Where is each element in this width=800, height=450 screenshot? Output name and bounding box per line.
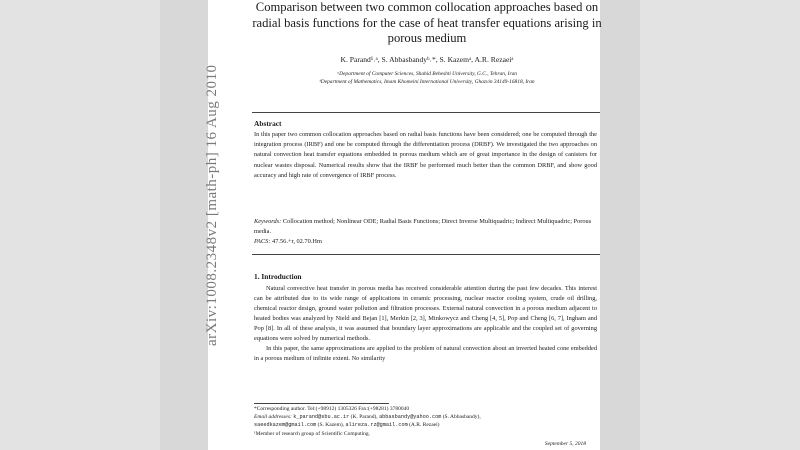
introduction-body bbox=[254, 284, 597, 364]
corresponding-author-note: *Corresponding author. Tel:(+98912) 1305326 Fax:(+98281) 3780040 bbox=[254, 406, 410, 412]
keywords bbox=[254, 217, 597, 237]
background-left bbox=[0, 0, 160, 450]
document-date: September 5, 2018 bbox=[544, 441, 586, 447]
footnote-member: ¹Member of research group of Scientific Computing. bbox=[254, 431, 371, 437]
paper-page bbox=[204, 0, 602, 450]
email-link[interactable]: k_parand@sbu.ac.ir bbox=[293, 414, 350, 421]
email-link[interactable]: alireza.rz@gmail.com bbox=[345, 422, 408, 429]
email-link[interactable]: saeedkazem@gmail.com bbox=[254, 422, 317, 429]
email-label: Email addresses: bbox=[254, 414, 292, 421]
arxiv-identifier: arXiv:1008.2348v2 [math-ph] 16 Aug 2010 bbox=[204, 64, 220, 346]
email-owner: (S. Kazem), bbox=[316, 422, 346, 429]
abstract-top-rule bbox=[252, 112, 600, 113]
footnote-corresponding bbox=[254, 405, 597, 430]
section-heading-introduction: 1. Introduction bbox=[254, 272, 302, 281]
email-addresses-cont bbox=[254, 421, 597, 429]
email-owner: (K. Parand), bbox=[349, 414, 380, 421]
email-owner: (A.R. Rezaei) bbox=[407, 422, 440, 429]
pacs-text: 47.56.+r, 02.70.Hm bbox=[270, 238, 322, 245]
email-link[interactable]: abbasbandy@yahoo.com bbox=[379, 414, 442, 421]
affiliation-b: ᵇDepartment of Mathematics, Imam Khomeini International University, Ghazvin 34149-16818, Iran bbox=[319, 79, 535, 85]
abstract-heading: Abstract bbox=[254, 119, 282, 128]
email-owner: (S. Abbasbandy), bbox=[441, 414, 481, 421]
abstract-text: In this paper two common collocation approaches based on radial basis functions have been considered; one be computed through the integration process (IRBF) and one be computed through the differentiation process (DRBF). We investigated the two approaches on natural convection heat transfer equations embedded in porous medium which are of great importance in the design of canisters for nuclear wastes disposal. Numerical results show that the IRBF be performed much better than the common DRBF, and show good accuracy and high rate of convergence of IRBF process. bbox=[254, 131, 597, 179]
email-addresses bbox=[254, 413, 597, 421]
author-list: K. Parand¹˒ᵃ, S. Abbasbandyᵇ˒*, S. Kazemᵃ, A.R. Rezaeiᵃ bbox=[340, 55, 514, 64]
pacs bbox=[254, 238, 322, 245]
keywords-text: Collocation method; Nonlinear ODE; Radial Basis Functions; Direct Inverse Multiquadric; Indirect Multiquadric; Porous media. bbox=[254, 218, 592, 236]
abstract-bottom-rule bbox=[252, 254, 600, 255]
intro-paragraph-2: In this paper, the same approximations are applied to the problem of natural convection about an inverted heated cone embedded in a porous medium of infinite extent. No similarity bbox=[254, 344, 597, 362]
background-right bbox=[640, 0, 800, 450]
pacs-label: PACS: bbox=[254, 238, 271, 245]
paper-title: Comparison between two common collocation approaches based on radial basis functions for the case of heat transfer equations arising in porous medium bbox=[252, 0, 602, 45]
footnote-rule bbox=[254, 403, 389, 404]
affiliation-a: ᵃDepartment of Computer Sciences, Shahid Beheshti University, G.C., Tehran, Iran bbox=[337, 71, 517, 77]
intro-paragraph-1: Natural convective heat transfer in porous media has received considerable attention during the past few decades. This interest can be attributed due to its wide range of applications in ceramic processing, nuclear reactor cooling system, crude oil drilling, chemical reactor design, ground water pollution and filtration processes. External natural convection in a porous medium adjacent to heated bodies was analyzed by Nield and Bejan [1], Merkin [2, 3], Minkowycz and Cheng [4, 5], Pop and Cheng [6, 7], Ingham and Pop [8]. In all of these analysis, it was assumed that boundary layer approximations are applicable and the coupled set of governing equations were solved by numerical methods. bbox=[254, 285, 597, 342]
keywords-label: Keywords: bbox=[254, 218, 282, 225]
